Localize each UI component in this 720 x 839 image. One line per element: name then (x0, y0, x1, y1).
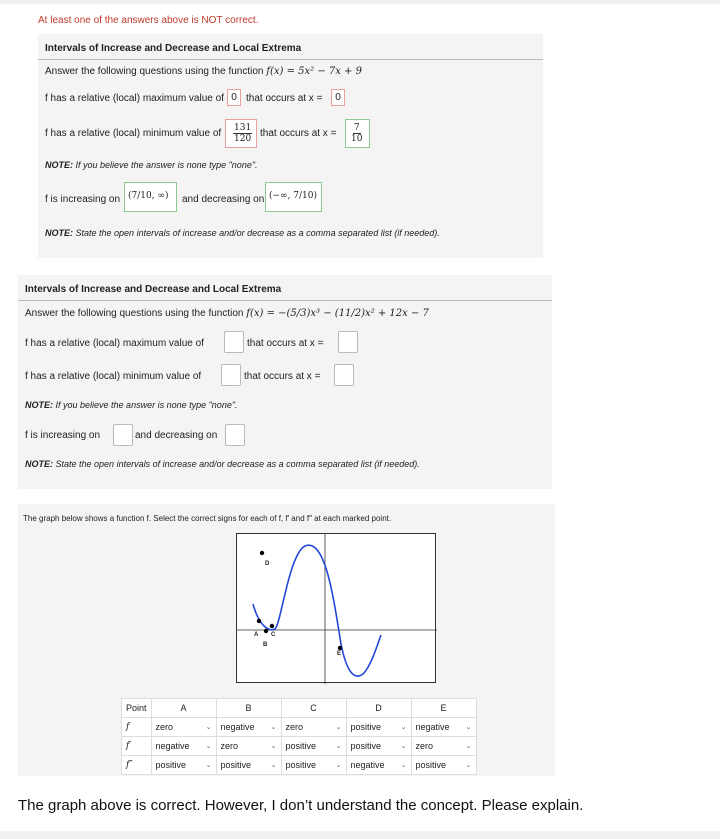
row-label-f-prime: f′ (122, 737, 152, 756)
select-value: zero (285, 722, 304, 732)
select-fpp-e[interactable] (411, 756, 476, 775)
select-fp-e[interactable] (411, 737, 476, 756)
select-value: zero (415, 741, 434, 751)
label-d: D (265, 561, 270, 567)
select-f-e[interactable] (411, 718, 476, 737)
chevron-down-icon: ⌄ (465, 724, 472, 731)
point-c (270, 624, 274, 628)
numerator: 131 (234, 123, 252, 133)
min-x-fraction (351, 123, 362, 144)
point-b (264, 629, 268, 633)
select-value: negative (155, 741, 190, 751)
select-f-d[interactable] (346, 718, 411, 737)
note-label: NOTE: (25, 459, 53, 469)
select-value: positive (415, 760, 447, 770)
denominator: 10 (351, 134, 363, 144)
max-x-input[interactable] (338, 331, 358, 353)
min-x-input[interactable] (334, 364, 354, 386)
chevron-down-icon: ⌄ (205, 743, 212, 750)
prompt-text: Answer the following questions using the function (45, 66, 264, 77)
problem-2-divider (18, 300, 552, 301)
bottom-divider (0, 831, 720, 839)
select-value: positive (350, 741, 382, 751)
function-expression: f(x) = 5x² − 7x + 9 (266, 66, 362, 77)
increasing-label: f is increasing on (45, 194, 121, 205)
problem-2-title: Intervals of Increase and Decrease and Local Extrema (25, 284, 282, 295)
chevron-down-icon: ⌄ (400, 762, 407, 769)
chevron-down-icon: ⌄ (465, 762, 472, 769)
note-label: NOTE: (45, 228, 73, 238)
select-fpp-d[interactable] (346, 756, 411, 775)
chevron-down-icon: ⌄ (400, 743, 407, 750)
header-c: C (281, 699, 346, 718)
max-x-label: that occurs at x = (246, 93, 323, 104)
note-text: State the open intervals of increase and/or decrease as a comma separated list (if needed). (55, 459, 420, 469)
select-fpp-a[interactable] (151, 756, 216, 775)
max-x-label: that occurs at x = (247, 338, 324, 349)
select-value: negative (350, 760, 385, 770)
select-value: positive (350, 722, 382, 732)
problem-1-title: Intervals of Increase and Decrease and Local Extrema (45, 43, 302, 54)
select-value: zero (155, 722, 174, 732)
select-fp-d[interactable] (346, 737, 411, 756)
max-value-label: f has a relative (local) maximum value of (45, 93, 224, 104)
select-f-a[interactable] (151, 718, 216, 737)
select-fpp-b[interactable] (216, 756, 281, 775)
problem-1-prompt (45, 66, 362, 77)
function-expression: f(x) = −(5/3)x³ − (11/2)x² + 12x − 7 (246, 308, 429, 319)
header-a: A (151, 699, 216, 718)
table-row (122, 756, 477, 775)
note-text: If you believe the answer is none type "none". (75, 160, 258, 170)
min-x-label: that occurs at x = (244, 371, 321, 382)
chevron-down-icon: ⌄ (270, 724, 277, 731)
note-text: State the open intervals of increase and/or decrease as a comma separated list (if needed). (75, 228, 440, 238)
select-fpp-c[interactable] (281, 756, 346, 775)
select-value: positive (285, 741, 317, 751)
header-d: D (346, 699, 411, 718)
chevron-down-icon: ⌄ (205, 724, 212, 731)
point-a (257, 619, 261, 623)
label-a: A (254, 632, 259, 638)
min-value-label: f has a relative (local) minimum value of (45, 128, 222, 139)
note-intervals (25, 459, 420, 469)
note-text: If you believe the answer is none type "none". (55, 400, 238, 410)
select-value: negative (220, 722, 255, 732)
max-value-input[interactable] (224, 331, 244, 353)
min-value-label: f has a relative (local) minimum value of (25, 371, 202, 382)
user-message: The graph above is correct. However, I don’t understand the concept. Please explain. (18, 797, 584, 814)
header-e: E (411, 699, 476, 718)
point-d (260, 551, 264, 555)
function-curve (253, 545, 381, 676)
note-intervals (45, 228, 440, 238)
denominator: 120 (234, 134, 252, 144)
numerator: 7 (353, 123, 360, 133)
header-point: Point (122, 699, 152, 718)
select-value: negative (415, 722, 450, 732)
decreasing-answer[interactable] (265, 182, 322, 212)
chevron-down-icon: ⌄ (400, 724, 407, 731)
chevron-down-icon: ⌄ (270, 762, 277, 769)
function-graph (236, 533, 436, 683)
chevron-down-icon: ⌄ (270, 743, 277, 750)
note-none (45, 160, 258, 170)
increasing-label: f is increasing on (25, 430, 101, 441)
decreasing-label: and decreasing on (182, 194, 265, 205)
prompt-text: Answer the following questions using the function (25, 308, 244, 319)
select-value: positive (220, 760, 252, 770)
max-x-answer[interactable]: 0 (331, 89, 345, 106)
graph-svg (237, 534, 437, 684)
header-b: B (216, 699, 281, 718)
increasing-interval: (7/10, ∞) (128, 191, 169, 201)
top-divider (0, 0, 720, 4)
problem-2-prompt (25, 308, 429, 319)
min-value-input[interactable] (221, 364, 241, 386)
point-e (338, 646, 342, 650)
note-label: NOTE: (45, 160, 73, 170)
decreasing-label: and decreasing on (135, 430, 218, 441)
label-c: C (271, 632, 276, 638)
label-b: B (263, 642, 268, 648)
select-value: zero (220, 741, 239, 751)
decreasing-interval: (−∞, 7/10) (269, 191, 317, 201)
note-label: NOTE: (25, 400, 53, 410)
error-message: At least one of the answers above is NOT correct. (38, 15, 259, 26)
select-fp-c[interactable] (281, 737, 346, 756)
min-x-label: that occurs at x = (260, 128, 337, 139)
problem-2-panel (18, 275, 552, 489)
decreasing-input[interactable] (225, 424, 245, 446)
problem-1-divider (38, 59, 543, 60)
chevron-down-icon: ⌄ (335, 762, 342, 769)
row-label-f-double-prime: f″ (122, 756, 152, 775)
increasing-input[interactable] (113, 424, 133, 446)
note-none (25, 400, 238, 410)
sign-table (121, 698, 477, 775)
select-f-b[interactable] (216, 718, 281, 737)
table-row (122, 737, 477, 756)
min-x-answer[interactable] (345, 119, 370, 148)
problem-3-prompt: The graph below shows a function f. Select the correct signs for each of f, f′ and f″ at each marked point. (23, 514, 392, 523)
label-e: E (337, 651, 342, 657)
row-label-f: f (122, 718, 152, 737)
select-fp-a[interactable] (151, 737, 216, 756)
chevron-down-icon: ⌄ (335, 743, 342, 750)
min-value-answer[interactable] (225, 119, 257, 148)
sign-table-header (122, 699, 477, 718)
max-value-answer[interactable]: 0 (227, 89, 241, 106)
select-f-c[interactable] (281, 718, 346, 737)
select-value: positive (285, 760, 317, 770)
chevron-down-icon: ⌄ (335, 724, 342, 731)
problem-1-panel (38, 34, 543, 258)
table-row (122, 718, 477, 737)
max-value-label: f has a relative (local) maximum value of (25, 338, 204, 349)
chevron-down-icon: ⌄ (205, 762, 212, 769)
select-fp-b[interactable] (216, 737, 281, 756)
chevron-down-icon: ⌄ (465, 743, 472, 750)
min-value-fraction (233, 123, 252, 144)
increasing-answer[interactable] (124, 182, 177, 212)
select-value: positive (155, 760, 187, 770)
